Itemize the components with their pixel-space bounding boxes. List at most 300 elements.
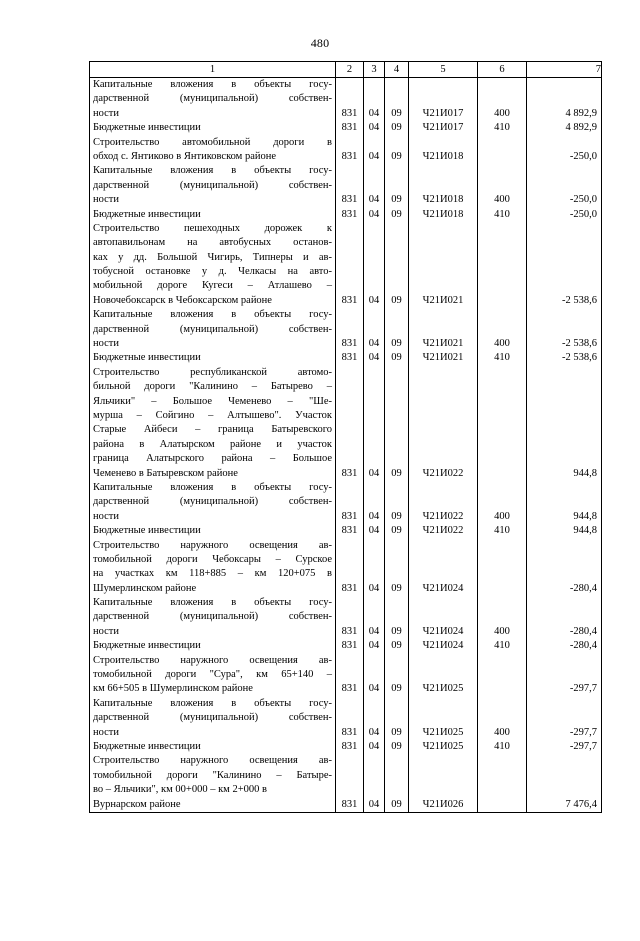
text-line: [527, 596, 601, 610]
text-line: бильной дороги "Калинино – Батырево –: [93, 381, 332, 393]
text-line: [364, 136, 384, 150]
text-line: [385, 596, 408, 610]
text-line: [409, 308, 477, 322]
text-line: 09: [391, 338, 402, 350]
text-line: [527, 553, 601, 567]
text-line: Строительство наружного освещения ав-: [93, 539, 332, 551]
text-line: [336, 222, 363, 236]
text-line: [336, 366, 363, 380]
text-line: [385, 164, 408, 178]
text-line: [336, 495, 363, 509]
text-line: [409, 409, 477, 423]
text-line: [478, 222, 526, 236]
text-line: [527, 92, 601, 106]
text-line: 400: [494, 107, 510, 119]
text-line: [336, 697, 363, 711]
text-line: -280,4: [569, 625, 597, 637]
header-col-1: 1: [90, 62, 336, 78]
text-line: [409, 481, 477, 495]
text-line: [478, 668, 526, 682]
text-line: [336, 380, 363, 394]
text-line: [336, 754, 363, 768]
text-line: 09: [391, 352, 402, 364]
cell-chapter: [336, 78, 364, 813]
text-line: 410: [494, 208, 510, 220]
text-line: [385, 409, 408, 423]
table-header: [90, 62, 602, 78]
text-line: [364, 769, 384, 783]
text-line: 04: [368, 208, 380, 220]
text-line: ности: [93, 107, 119, 119]
text-line: Вурнарском районе: [93, 798, 181, 810]
cell-amount: [527, 78, 602, 813]
text-line: 400: [494, 194, 510, 206]
text-line: [364, 164, 384, 178]
text-line: мобильной дороге Кугеси – Атлашево –: [93, 280, 332, 292]
text-line: 831: [341, 625, 358, 637]
text-line: [409, 179, 477, 193]
text-line: [364, 452, 384, 466]
text-line: 400: [494, 338, 510, 350]
text-line: [478, 553, 526, 567]
text-line: [364, 610, 384, 624]
text-line: [409, 452, 477, 466]
text-line: 04: [368, 525, 380, 537]
text-line: -2 538,6: [562, 352, 597, 364]
text-line: [527, 697, 601, 711]
text-line: 410: [494, 122, 510, 134]
text-line: [478, 610, 526, 624]
text-line: [364, 395, 384, 409]
text-line: дарственной (муниципальной) собствен-: [93, 93, 332, 105]
text-line: 04: [368, 582, 380, 594]
text-line: Бюджетные инвестиции: [93, 640, 201, 652]
text-line: 944,8: [573, 525, 597, 537]
text-line: [336, 279, 363, 293]
text-line: Ч21И026: [422, 798, 464, 810]
text-line: [336, 481, 363, 495]
text-line: Ч21И022: [422, 510, 464, 522]
text-line: Чеменево в Батыревском районе: [93, 467, 238, 479]
text-line: [364, 236, 384, 250]
text-line: [478, 582, 526, 596]
text-line: на участках км 118+885 – км 120+075 в: [93, 568, 332, 580]
text-line: -250,0: [569, 150, 597, 162]
text-line: [409, 222, 477, 236]
text-line: [527, 380, 601, 394]
text-line: [336, 654, 363, 668]
text-line: 09: [391, 150, 402, 162]
text-line: [385, 395, 408, 409]
text-line: [478, 150, 526, 164]
text-line: [336, 395, 363, 409]
text-line: -297,7: [569, 683, 597, 695]
text-line: во – Яльчики", км 00+000 – км 2+000 в: [93, 784, 267, 796]
text-line: 831: [341, 194, 358, 206]
text-line: [527, 481, 601, 495]
text-line: 04: [368, 122, 380, 134]
text-line: Ч21И018: [422, 194, 464, 206]
text-line: 410: [494, 525, 510, 537]
text-line: томобильной дороги "Сура", км 65+140 –: [93, 669, 332, 681]
text-line: 04: [368, 294, 380, 306]
text-line: [336, 78, 363, 92]
text-line: граница Алатырского района – Большое: [93, 453, 332, 465]
text-line: -2 538,6: [562, 294, 597, 306]
text-line: [385, 366, 408, 380]
text-line: Капитальные вложения в объекты госу-: [93, 165, 332, 177]
text-line: [527, 567, 601, 581]
text-line: [527, 654, 601, 668]
table-row: [90, 78, 602, 813]
text-line: Строительство наружного освещения ав-: [93, 654, 332, 666]
text-line: 04: [368, 683, 380, 695]
text-line: [364, 711, 384, 725]
text-line: -297,7: [569, 740, 597, 752]
text-line: Капитальные вложения в объекты госу-: [93, 597, 332, 609]
text-line: [527, 136, 601, 150]
text-line: [527, 495, 601, 509]
text-line: [409, 754, 477, 768]
text-line: [336, 668, 363, 682]
text-line: [409, 236, 477, 250]
text-line: [364, 481, 384, 495]
text-line: [364, 92, 384, 106]
text-line: [385, 553, 408, 567]
text-line: района в Алатырском районе и участок: [93, 438, 332, 450]
text-line: [527, 395, 601, 409]
text-line: [336, 438, 363, 452]
text-line: [336, 539, 363, 553]
text-line: Ч21И025: [422, 726, 464, 738]
text-line: [364, 654, 384, 668]
text-line: [527, 164, 601, 178]
text-line: [336, 553, 363, 567]
text-line: [336, 409, 363, 423]
cell-target-code: [409, 78, 478, 813]
text-line: ности: [93, 625, 119, 637]
text-line: Капитальные вложения в объекты госу-: [93, 79, 332, 90]
text-line: Ч21И025: [422, 740, 464, 752]
text-line: 04: [368, 726, 380, 738]
text-line: [385, 769, 408, 783]
text-line: [336, 308, 363, 322]
text-line: 09: [391, 582, 402, 594]
text-line: [478, 697, 526, 711]
text-line: [527, 754, 601, 768]
text-line: [364, 323, 384, 337]
text-line: ности: [93, 726, 119, 738]
text-line: 04: [368, 798, 380, 810]
text-line: [385, 279, 408, 293]
header-col-5: 5: [409, 62, 478, 78]
text-line: 831: [341, 150, 358, 162]
text-line: [527, 668, 601, 682]
text-line: [478, 754, 526, 768]
text-line: [385, 423, 408, 437]
text-line: [409, 610, 477, 624]
table-header-row: [90, 62, 602, 78]
text-line: Шумерлинском районе: [93, 582, 197, 594]
text-line: [385, 697, 408, 711]
text-line: 09: [391, 208, 402, 220]
text-line: 09: [391, 122, 402, 134]
text-line: Бюджетные инвестиции: [93, 740, 201, 752]
text-line: [409, 78, 477, 92]
text-line: 831: [341, 467, 358, 479]
text-line: [385, 668, 408, 682]
text-line: [409, 136, 477, 150]
text-line: [527, 711, 601, 725]
text-line: [336, 567, 363, 581]
text-line: 04: [368, 740, 380, 752]
text-line: 09: [391, 726, 402, 738]
text-line: 04: [368, 510, 380, 522]
text-line: [336, 92, 363, 106]
text-line: [385, 438, 408, 452]
text-line: 09: [391, 510, 402, 522]
text-line: Строительство пешеходных дорожек к: [93, 222, 332, 234]
cell-description: [90, 78, 336, 813]
text-line: [409, 323, 477, 337]
text-line: 09: [391, 740, 402, 752]
text-line: [385, 754, 408, 768]
text-line: -297,7: [569, 726, 597, 738]
text-line: 410: [494, 352, 510, 364]
text-line: [409, 251, 477, 265]
text-line: [478, 452, 526, 466]
text-line: [409, 395, 477, 409]
text-line: [478, 380, 526, 394]
text-line: 400: [494, 726, 510, 738]
text-line: автопавильонам на автобусных останов-: [93, 237, 332, 249]
text-line: [409, 164, 477, 178]
text-line: [478, 366, 526, 380]
text-line: Ч21И017: [422, 107, 464, 119]
text-line: [364, 697, 384, 711]
text-line: 944,8: [573, 467, 597, 479]
text-line: [364, 783, 384, 797]
text-line: 7 476,4: [565, 798, 597, 810]
text-line: 831: [341, 525, 358, 537]
text-line: [385, 380, 408, 394]
text-line: Строительство автомобильной дороги в: [93, 136, 332, 148]
text-line: 410: [494, 740, 510, 752]
text-line: [409, 539, 477, 553]
text-line: [409, 668, 477, 682]
text-line: [527, 539, 601, 553]
text-line: [527, 179, 601, 193]
text-line: [385, 452, 408, 466]
text-line: [478, 711, 526, 725]
text-line: 831: [341, 740, 358, 752]
text-line: 04: [368, 352, 380, 364]
text-line: 04: [368, 150, 380, 162]
text-line: Ч21И021: [422, 294, 464, 306]
text-line: [364, 251, 384, 265]
text-line: 09: [391, 107, 402, 119]
text-line: [409, 279, 477, 293]
text-line: 04: [368, 194, 380, 206]
text-line: [478, 409, 526, 423]
text-line: [409, 366, 477, 380]
text-line: [478, 164, 526, 178]
text-line: [409, 769, 477, 783]
text-line: [478, 78, 526, 92]
text-line: [478, 467, 526, 481]
text-line: 04: [368, 640, 380, 652]
text-line: Бюджетные инвестиции: [93, 352, 201, 364]
text-line: [478, 481, 526, 495]
text-line: [364, 423, 384, 437]
text-line: [385, 481, 408, 495]
text-line: ности: [93, 510, 119, 522]
text-line: [336, 769, 363, 783]
text-line: [364, 179, 384, 193]
text-line: Строительство наружного освещения ав-: [93, 755, 332, 767]
text-line: [385, 495, 408, 509]
text-line: [527, 323, 601, 337]
text-line: 09: [391, 467, 402, 479]
text-line: 04: [368, 467, 380, 479]
text-line: [364, 78, 384, 92]
text-line: Бюджетные инвестиции: [93, 122, 201, 134]
text-line: [364, 265, 384, 279]
text-line: Ч21И024: [422, 625, 464, 637]
text-line: [364, 308, 384, 322]
text-line: [364, 539, 384, 553]
cell-section: [364, 78, 385, 813]
section-lines: [364, 78, 384, 812]
text-line: [364, 438, 384, 452]
text-line: [527, 265, 601, 279]
text-line: [478, 783, 526, 797]
text-line: [478, 308, 526, 322]
text-line: [527, 783, 601, 797]
text-line: [409, 711, 477, 725]
text-line: [478, 495, 526, 509]
text-line: Бюджетные инвестиции: [93, 525, 201, 537]
text-line: [409, 380, 477, 394]
text-line: [385, 567, 408, 581]
text-line: [527, 251, 601, 265]
text-line: [478, 438, 526, 452]
text-line: [478, 92, 526, 106]
text-line: 831: [341, 107, 358, 119]
text-line: [409, 553, 477, 567]
text-line: [385, 783, 408, 797]
text-line: [364, 553, 384, 567]
text-line: [385, 610, 408, 624]
text-line: ности: [93, 194, 119, 206]
text-line: [364, 409, 384, 423]
text-line: мурша – Сойгино – Алтышево". Участок: [93, 409, 332, 421]
text-line: [527, 438, 601, 452]
text-line: Ч21И024: [422, 582, 464, 594]
text-line: 400: [494, 510, 510, 522]
text-line: [409, 438, 477, 452]
text-line: дарственной (муниципальной) собствен-: [93, 712, 332, 724]
text-line: [385, 539, 408, 553]
text-line: томобильной дороги Чебоксары – Сурское: [93, 553, 332, 565]
text-line: 831: [341, 352, 358, 364]
text-line: [409, 697, 477, 711]
text-line: [478, 395, 526, 409]
text-line: [527, 78, 601, 92]
text-line: [527, 222, 601, 236]
text-line: [336, 423, 363, 437]
text-line: Старые Айбеси – граница Батыревского: [93, 424, 332, 436]
text-line: [478, 539, 526, 553]
text-line: -250,0: [569, 194, 597, 206]
text-line: [336, 251, 363, 265]
text-line: 4 892,9: [565, 107, 597, 119]
text-line: [478, 567, 526, 581]
header-col-7: 7: [527, 62, 602, 78]
text-line: Новочебоксарск в Чебоксарском районе: [93, 294, 272, 306]
text-line: [364, 495, 384, 509]
text-line: Строительство республиканской автомо-: [93, 366, 332, 378]
amount-lines: [527, 78, 601, 812]
text-line: [478, 596, 526, 610]
text-line: дарственной (муниципальной) собствен-: [93, 611, 332, 623]
header-col-4: 4: [385, 62, 409, 78]
text-line: [409, 423, 477, 437]
text-line: [336, 783, 363, 797]
text-line: [385, 179, 408, 193]
text-line: Ч21И021: [422, 352, 464, 364]
text-line: [336, 164, 363, 178]
table-body: [90, 78, 602, 813]
text-line: [478, 294, 526, 308]
text-line: 831: [341, 294, 358, 306]
text-line: ках у дд. Большой Чигирь, Типнеры и ав-: [93, 251, 332, 263]
text-line: Ч21И017: [422, 122, 464, 134]
text-line: [364, 668, 384, 682]
text-line: Яльчики" – Большое Чеменево – "Ше-: [93, 395, 332, 407]
page-number: 480: [310, 36, 330, 50]
text-line: [527, 409, 601, 423]
text-line: [364, 279, 384, 293]
text-line: [409, 92, 477, 106]
text-line: [364, 366, 384, 380]
text-line: Капитальные вложения в объекты госу-: [93, 309, 332, 321]
subsection-lines: [385, 78, 408, 812]
text-line: 04: [368, 338, 380, 350]
text-line: -2 538,6: [562, 338, 597, 350]
text-line: [478, 251, 526, 265]
text-line: [478, 236, 526, 250]
text-line: [336, 323, 363, 337]
text-line: дарственной (муниципальной) собствен-: [93, 323, 332, 335]
text-line: 09: [391, 683, 402, 695]
text-line: [478, 179, 526, 193]
text-line: 831: [341, 683, 358, 695]
text-line: [478, 423, 526, 437]
text-line: [385, 222, 408, 236]
text-line: -280,4: [569, 582, 597, 594]
text-line: -280,4: [569, 640, 597, 652]
text-line: [364, 754, 384, 768]
text-line: Ч21И018: [422, 150, 464, 162]
text-line: [336, 265, 363, 279]
text-line: 831: [341, 726, 358, 738]
text-line: [527, 423, 601, 437]
target-code-lines: [409, 78, 477, 812]
text-line: 944,8: [573, 510, 597, 522]
text-line: ности: [93, 338, 119, 350]
text-line: [385, 136, 408, 150]
